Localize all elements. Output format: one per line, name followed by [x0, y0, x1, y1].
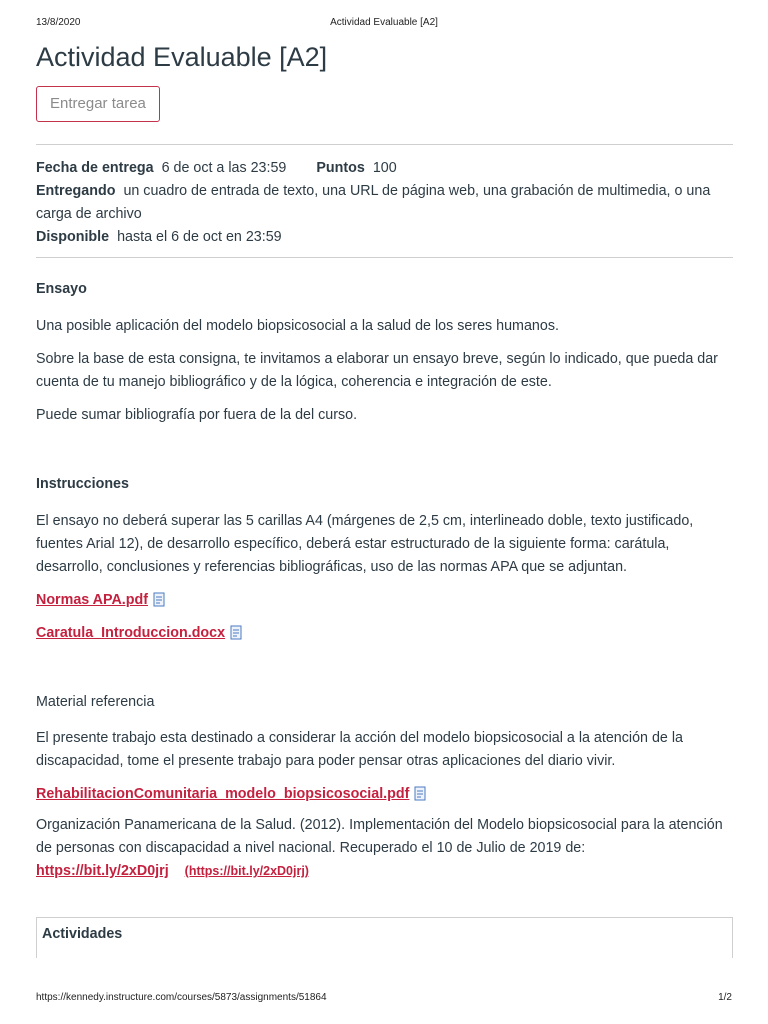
points-value: 100 [372, 160, 397, 176]
document-preview-icon[interactable] [414, 786, 427, 801]
activities-heading: Actividades [42, 926, 123, 942]
print-url: https://kennedy.instructure.com/courses/5873/assignments/51864 [36, 992, 327, 1003]
print-date: 13/8/2020 [36, 17, 81, 28]
points-label: Puntos [316, 160, 365, 176]
assignment-content [36, 40, 733, 942]
reference-link-full[interactable]: (https://bit.ly/2xD0jrj) [184, 864, 309, 878]
reference-link[interactable]: https://bit.ly/2xD0jrj [36, 863, 169, 879]
essay-heading: Ensayo [36, 281, 87, 297]
instructions-heading: Instrucciones [36, 476, 129, 492]
essay-paragraph: Una posible aplicación del modelo biopsicosocial a la salud de los seres humanos. [36, 318, 559, 334]
document-preview-icon[interactable] [153, 592, 166, 607]
submitting-label: Entregando [36, 183, 116, 199]
activities-panel [36, 917, 733, 958]
file-link-normas-apa[interactable]: Normas APA.pdf [36, 592, 149, 608]
assignment-details [36, 145, 733, 257]
reference-paragraph: El presente trabajo esta destinado a considerar la acción del modelo biopsicosocial a la atención de la discapacidad, tome el presente trabajo para poder pensar otras aplicaciones del diario vivir. [36, 730, 683, 769]
due-value: 6 de oct a las 23:59 [161, 160, 287, 176]
file-link-caratula[interactable]: Caratula_Introduccion.docx [36, 625, 226, 641]
essay-paragraph: Sobre la base de esta consigna, te invitamos a elaborar un ensayo breve, según lo indicado, que pueda dar cuenta de tu manejo bibliográfico y de la lógica, coherencia e integración de este. [36, 351, 718, 390]
available-value: hasta el 6 de oct en 23:59 [117, 229, 282, 245]
reference-heading: Material referencia [36, 694, 155, 710]
instructions-paragraph: El ensayo no deberá superar las 5 carillas A4 (márgenes de 2,5 cm, interlineado doble, texto justificado, fuentes Arial 12), de desarrollo específico, deberá estar estructurado de la siguiente forma: carátula, desarrollo, conclusiones y referencias bibliográficas, uso de las normas APA que se adjuntan. [36, 513, 694, 575]
page-title: Actividad Evaluable [A2] [36, 42, 328, 72]
submitting-value: un cuadro de entrada de texto, una URL de página web, una grabación de multimedia, o una carga de archivo [36, 183, 711, 222]
print-page-number: 1/2 [718, 992, 732, 1003]
file-link-rehabilitacion[interactable]: RehabilitacionComunitaria_modelo_biopsicosocial.pdf [36, 786, 410, 802]
submit-assignment-button[interactable]: Entregar tarea [36, 86, 160, 122]
available-label: Disponible [36, 229, 110, 245]
document-preview-icon[interactable] [230, 625, 243, 640]
due-label: Fecha de entrega [36, 160, 154, 176]
reference-citation: Organización Panamericana de la Salud. (2012). Implementación del Modelo biopsicosocial para la atención de personas con discapacidad a nivel nacional. Recuperado el 10 de Julio de 2019 de: [36, 817, 723, 856]
print-header-title: Actividad Evaluable [A2] [330, 17, 438, 28]
essay-paragraph: Puede sumar bibliografía por fuera de la del curso. [36, 407, 358, 423]
